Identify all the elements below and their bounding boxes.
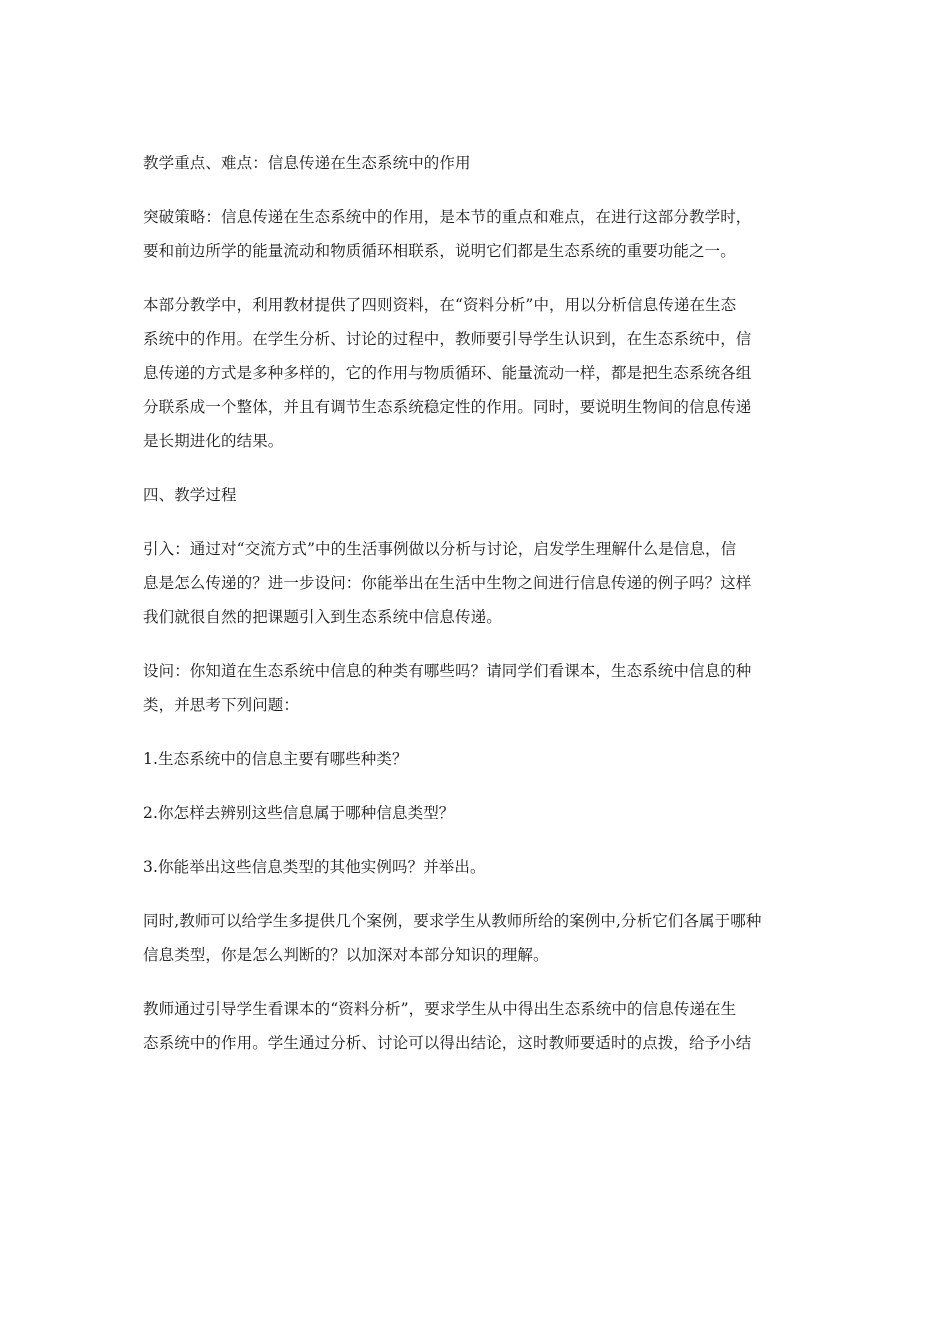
text-line: 设问：你知道在生态系统中信息的种类有哪些吗？请同学们看课本，生态系统中信息的种 xyxy=(143,662,752,680)
text-line: 类，并思考下列问题： xyxy=(143,696,300,714)
text-line: 息传递的方式是多种多样的，它的作用与物质循环、能量流动一样，都是把生态系统各组 xyxy=(143,364,752,382)
key-points-paragraph xyxy=(143,146,807,180)
question-item-1 xyxy=(143,742,807,776)
text-line: 教师通过引导学生看课本的“资料分析”，要求学生从中得出生态系统中的信息传递在生 xyxy=(143,1000,737,1018)
text-line: 2.你怎样去辨别这些信息属于哪种信息类型？ xyxy=(143,804,455,822)
text-line: 态系统中的作用。学生通过分析、讨论可以得出结论，这时教师要适时的点拨，给予小结 xyxy=(143,1034,752,1052)
guidance-paragraph xyxy=(143,992,807,1060)
text-line: 引入：通过对“交流方式”中的生活事例做以分析与讨论，启发学生理解什么是信息，信 xyxy=(143,540,737,558)
text-line: 同时,教师可以给学生多提供几个案例，要求学生从教师所给的案例中,分析它们各属于哪种 xyxy=(143,912,762,930)
text-line: 系统中的作用。在学生分析、讨论的过程中，教师要引导学生认识到，在生态系统中，信 xyxy=(143,330,752,348)
text-line: 四、教学过程 xyxy=(143,486,237,504)
question-paragraph xyxy=(143,654,807,722)
question-item-2 xyxy=(143,796,807,830)
text-line: 信息类型，你是怎么判断的？以加深对本部分知识的理解。 xyxy=(143,946,549,964)
question-item-3 xyxy=(143,850,807,884)
text-line: 教学重点、难点：信息传递在生态系统中的作用 xyxy=(143,154,471,172)
strategy-paragraph xyxy=(143,200,807,268)
text-line: 突破策略：信息传递在生态系统中的作用，是本节的重点和难点，在进行这部分教学时， xyxy=(143,208,752,226)
case-paragraph xyxy=(143,904,807,972)
materials-paragraph xyxy=(143,288,807,458)
introduction-paragraph xyxy=(143,532,807,634)
section-heading xyxy=(143,478,807,512)
text-line: 是长期进化的结果。 xyxy=(143,432,284,450)
document-body xyxy=(143,146,807,1080)
text-line: 本部分教学中，利用教材提供了四则资料，在“资料分析”中，用以分析信息传递在生态 xyxy=(143,296,737,314)
text-line: 息是怎么传递的？进一步设问：你能举出在生活中生物之间进行信息传递的例子吗？这样 xyxy=(143,574,752,592)
text-line: 我们就很自然的把课题引入到生态系统中信息传递。 xyxy=(143,608,502,626)
text-line: 1.生态系统中的信息主要有哪些种类？ xyxy=(143,750,408,768)
text-line: 3.你能举出这些信息类型的其他实例吗？并举出。 xyxy=(143,858,486,876)
text-line: 分联系成一个整体，并且有调节生态系统稳定性的作用。同时，要说明生物间的信息传递 xyxy=(143,398,752,416)
text-line: 要和前边所学的能量流动和物质循环相联系，说明它们都是生态系统的重要功能之一。 xyxy=(143,242,736,260)
